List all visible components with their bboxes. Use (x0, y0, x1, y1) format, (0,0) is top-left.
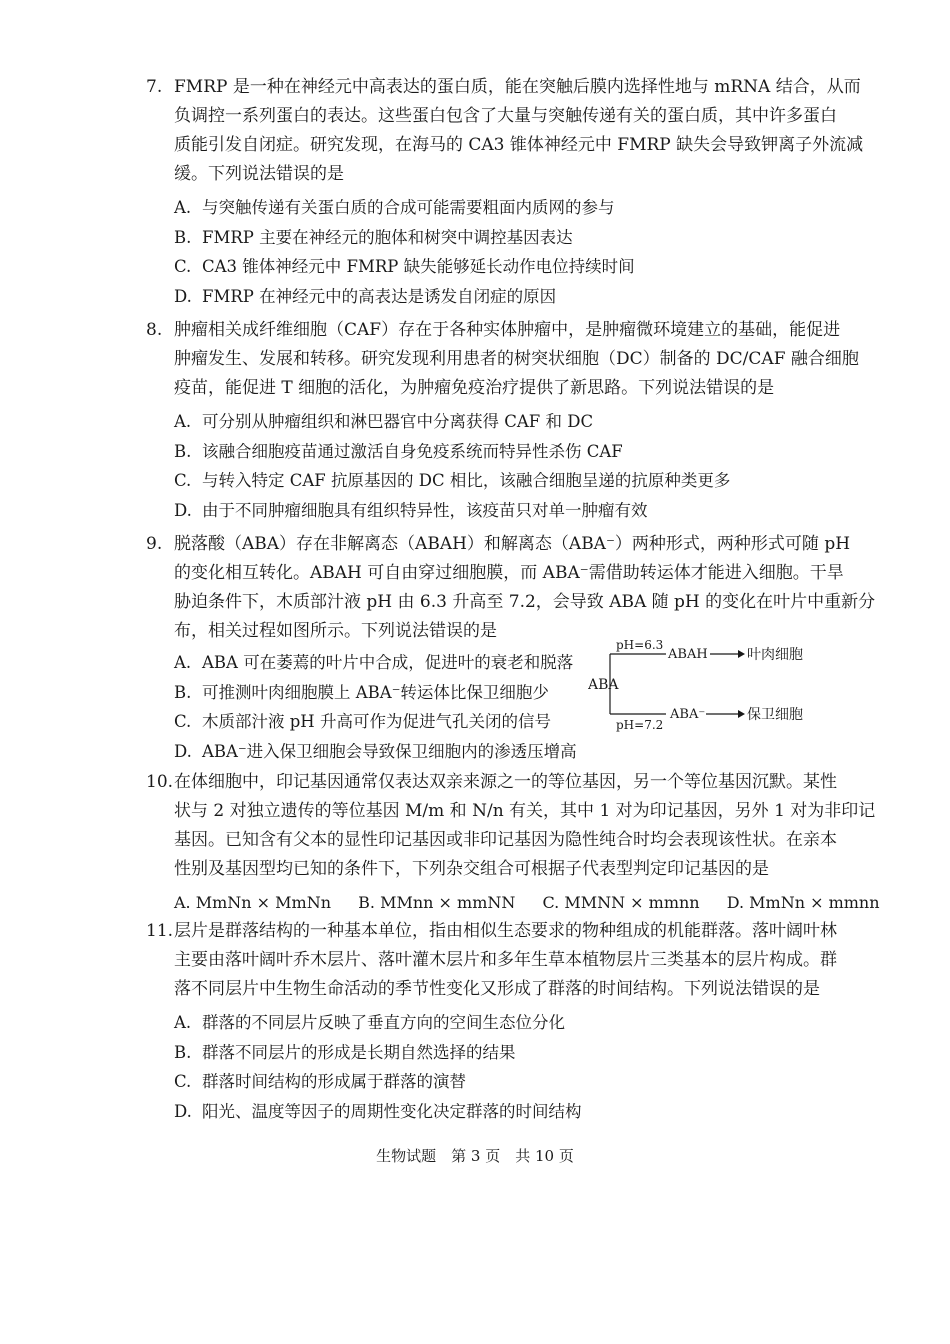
question-number: 11. (146, 921, 174, 941)
question-stem-line: 的变化相互转化。ABAH 可自由穿过细胞膜，而 ABA⁻需借助转运体才能进入细胞。干旱 (174, 563, 844, 583)
question-8 (146, 316, 859, 525)
option-b: B. FMRP 主要在神经元的胞体和树突中调控基因表达 (174, 227, 573, 247)
option-c: C. 群落时间结构的形成属于群落的演替 (174, 1072, 466, 1091)
options-row (146, 888, 880, 917)
option-b: B. 可推测叶肉细胞膜上 ABA⁻转运体比保卫细胞少 (174, 682, 549, 702)
option-b: B. 该融合细胞疫苗通过激活自身免疫系统而特异性杀伤 CAF (174, 441, 623, 461)
question-11 (146, 917, 837, 1126)
option-a: A. 可分别从肿瘤组织和淋巴器官中分离获得 CAF 和 DC (174, 412, 594, 431)
aba-diagram (588, 632, 828, 732)
question-stem-line: 落不同层片中生物生命活动的季节性变化又形成了群落的时间结构。下列说法错误的是 (174, 979, 820, 999)
page-footer: 生物试题 第 3 页 共 10 页 (376, 1147, 574, 1165)
question-stem-line: 主要由落叶阔叶乔木层片、落叶灌木层片和多年生草本植物层片三类基本的层片构成。群 (174, 950, 837, 970)
option-c: C. 与转入特定 CAF 抗原基因的 DC 相比，该融合细胞呈递的抗原种类更多 (174, 471, 731, 490)
diagram-bottom-condition: pH=7.2 (616, 718, 664, 732)
option-a: A. ABA 可在萎蔫的叶片中合成，促进叶的衰老和脱落 (174, 653, 574, 672)
question-stem-line: 胁迫条件下，木质部汁液 pH 由 6.3 升高至 7.2，会导致 ABA 随 pH 的变化在叶片中重新分 (174, 592, 876, 612)
question-7 (146, 73, 864, 311)
option-a: A. 群落的不同层片反映了垂直方向的空间生态位分化 (174, 1013, 565, 1032)
diagram-top-form: ABAH (668, 647, 708, 662)
question-stem-line: 状与 2 对独立遗传的等位基因 M/m 和 N/n 有关，其中 1 对为印记基因，另外 1 对为非印记 (174, 801, 876, 821)
question-number: 8. (146, 320, 163, 340)
option-d: D. 阳光、温度等因子的周期性变化决定群落的时间结构 (174, 1101, 582, 1121)
question-stem-line: 缓。下列说法错误的是 (174, 164, 344, 184)
question-number: 10. (146, 772, 174, 792)
question-stem-line: 质能引发自闭症。研究发现，在海马的 CA3 锥体神经元中 FMRP 缺失会导致钾离子外流减 (174, 135, 864, 155)
question-number: 7. (146, 77, 163, 97)
option-d: D. FMRP 在神经元中的高表达是诱发自闭症的原因 (174, 286, 557, 306)
option-c: C. 木质部汁液 pH 升高可作为促进气孔关闭的信号 (174, 712, 551, 731)
question-stem-line: 肿瘤发生、发展和转移。研究发现利用患者的树突状细胞（DC）制备的 DC/CAF 融合细胞 (174, 349, 859, 369)
question-10 (146, 768, 880, 917)
option-d: D. 由于不同肿瘤细胞具有组织特异性，该疫苗只对单一肿瘤有效 (174, 500, 648, 520)
diagram-top-target: 叶肉细胞 (747, 647, 803, 663)
option-c: C. MMNN × mmnn (542, 893, 700, 912)
option-d: D. ABA⁻进入保卫细胞会导致保卫细胞内的渗透压增高 (174, 741, 577, 761)
question-stem-line: 布，相关过程如图所示。下列说法错误的是 (174, 621, 497, 641)
diagram-bottom-target: 保卫细胞 (747, 707, 803, 723)
question-stem-line: 疫苗，能促进 T 细胞的活化，为肿瘤免疫治疗提供了新思路。下列说法错误的是 (174, 378, 775, 398)
question-stem-line: 8. 肿瘤相关成纤维细胞（CAF）存在于各种实体肿瘤中，是肿瘤微环境建立的基础，能促进 (146, 316, 826, 345)
option-d: D. MmNn × mmnn (726, 893, 880, 912)
diagram-bottom-form: ABA⁻ (670, 707, 706, 722)
option-a: A. MmNn × MmNn (174, 893, 332, 912)
question-stem-line: 10.在体细胞中，印记基因通常仅表达双亲来源之一的等位基因，另一个等位基因沉默。某性 (146, 768, 826, 797)
diagram-bottom-arrowhead (738, 710, 745, 718)
diagram-source: ABA (588, 677, 619, 693)
option-a: A. 与突触传递有关蛋白质的合成可能需要粗面内质网的参与 (174, 198, 615, 217)
question-stem-line: 11.层片是群落结构的一种基本单位，指由相似生态要求的物种组成的机能群落。落叶阔叶林 (146, 917, 826, 946)
diagram-top-condition: pH=6.3 (616, 638, 664, 652)
question-stem-line: 9. 脱落酸（ABA）存在非解离态（ABAH）和解离态（ABA⁻）两种形式，两种形式可随 pH (146, 530, 826, 559)
question-stem-line: 性别及基因型均已知的条件下，下列杂交组合可根据子代表型判定印记基因的是 (174, 859, 769, 879)
question-number: 9. (146, 534, 163, 554)
option-b: B. 群落不同层片的形成是长期自然选择的结果 (174, 1042, 516, 1062)
option-b: B. MMnn × mmNN (358, 893, 516, 912)
question-stem-line: 基因。已知含有父本的显性印记基因或非印记基因为隐性纯合时均会表现该性状。在亲本 (174, 830, 837, 850)
diagram-top-arrowhead (738, 650, 745, 658)
question-stem-line: 负调控一系列蛋白的表达。这些蛋白包含了大量与突触传递有关的蛋白质，其中许多蛋白 (174, 106, 837, 126)
question-stem-line: 7. FMRP 是一种在神经元中高表达的蛋白质，能在突触后膜内选择性地与 mRNA 结合，从而 (146, 73, 826, 102)
option-c: C. CA3 锥体神经元中 FMRP 缺失能够延长动作电位持续时间 (174, 257, 635, 276)
